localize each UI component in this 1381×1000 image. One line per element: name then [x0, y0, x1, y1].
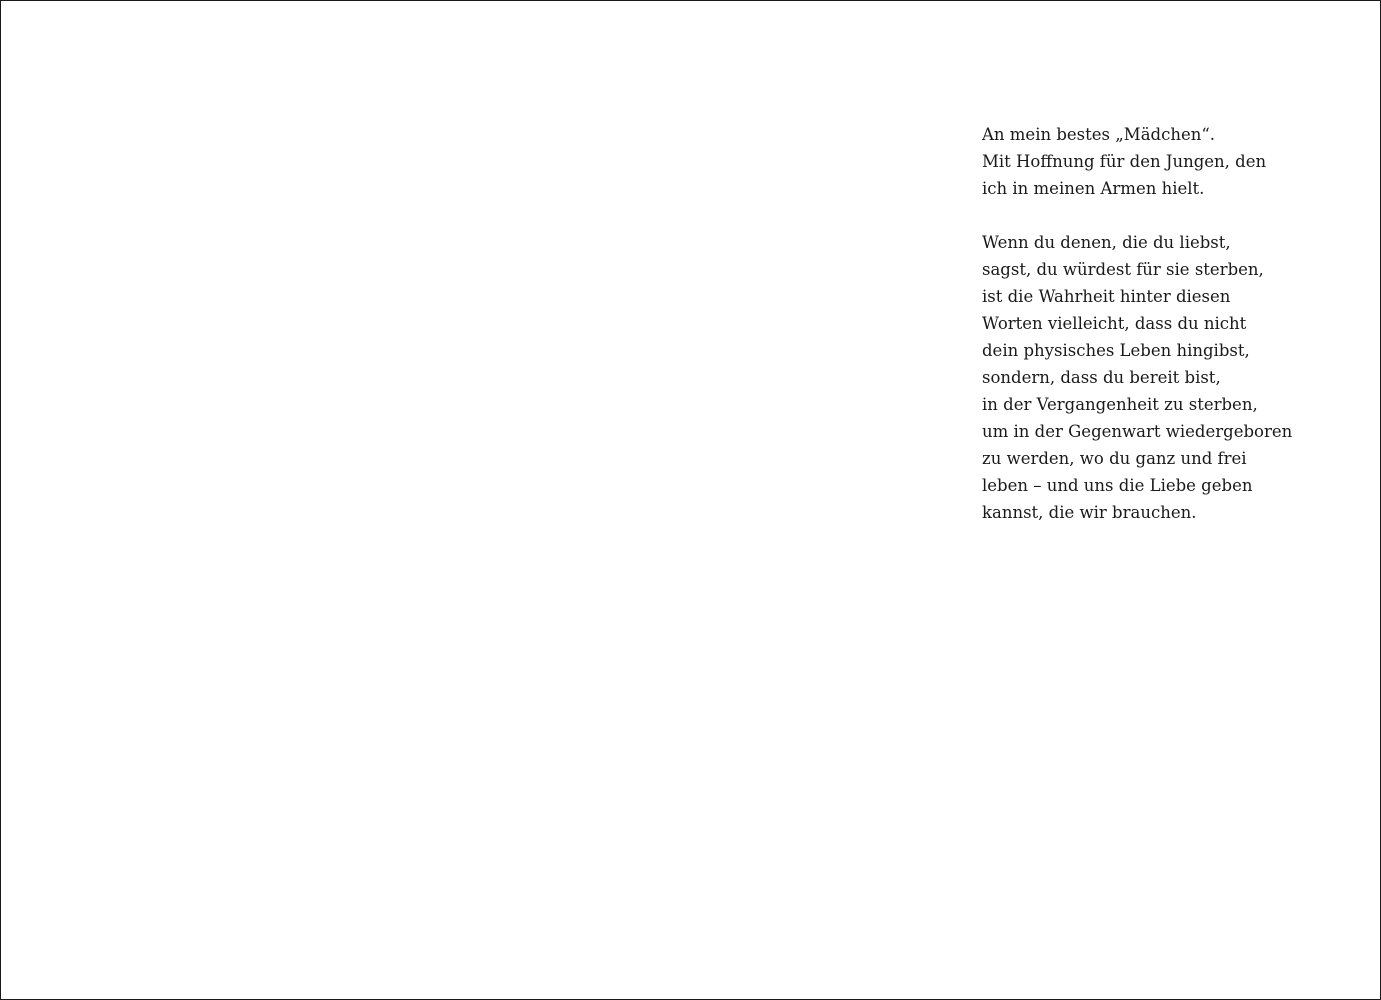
poem-line: um in der Gegenwart wiedergeboren [982, 422, 1293, 441]
poem-stanza [982, 229, 1372, 526]
poem-line: kannst, die wir brauchen. [982, 503, 1197, 522]
poem-line: leben – und uns die Liebe geben [982, 476, 1253, 495]
poem-line: ist die Wahrheit hinter diesen [982, 287, 1231, 306]
dedication-text [982, 121, 1372, 553]
poem-line: Worten vielleicht, dass du nicht [982, 314, 1247, 333]
poem-line: dein physisches Leben hingibst, [982, 341, 1250, 360]
dedication-line: Mit Hoffnung für den Jungen, den [982, 152, 1267, 171]
poem-line: zu werden, wo du ganz und frei [982, 449, 1247, 468]
poem-line: Wenn du denen, die du liebst, [982, 233, 1231, 252]
dedication-stanza [982, 121, 1372, 202]
poem-line: in der Vergangenheit zu sterben, [982, 395, 1258, 414]
poem-line: sagst, du würdest für sie sterben, [982, 260, 1264, 279]
dedication-line: ich in meinen Armen hielt. [982, 179, 1205, 198]
poem-line: sondern, dass du bereit bist, [982, 368, 1221, 387]
dedication-line: An mein bestes „Mädchen“. [982, 125, 1216, 144]
